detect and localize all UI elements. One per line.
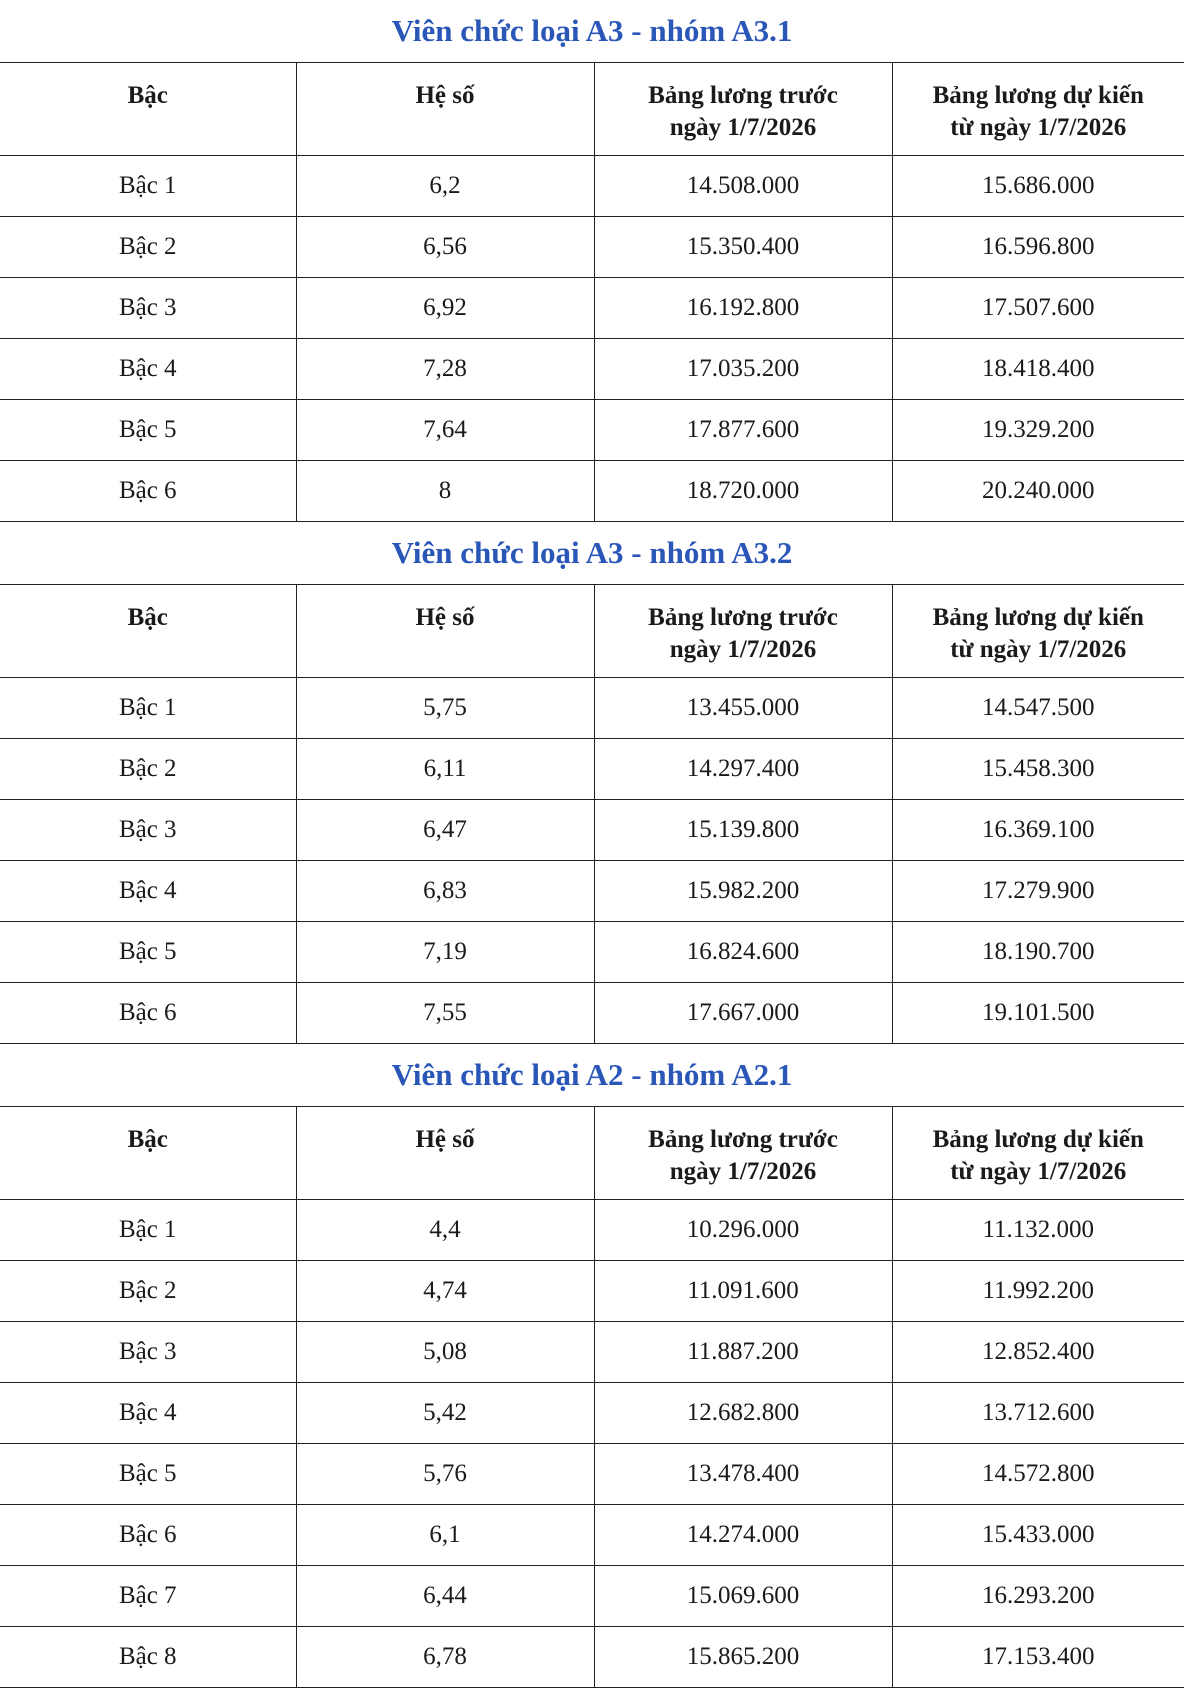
salary-after-cell: 18.190.700 bbox=[892, 922, 1184, 983]
salary-after-cell: 16.369.100 bbox=[892, 800, 1184, 861]
table-row bbox=[0, 217, 1184, 278]
salary-after-cell: 15.458.300 bbox=[892, 739, 1184, 800]
salary-table-a2-1 bbox=[0, 1106, 1184, 1688]
coefficient-cell: 6,2 bbox=[296, 156, 594, 217]
table-row bbox=[0, 1383, 1184, 1444]
table-row bbox=[0, 1627, 1184, 1688]
salary-after-cell: 11.992.200 bbox=[892, 1261, 1184, 1322]
salary-after-cell: 15.686.000 bbox=[892, 156, 1184, 217]
table-row bbox=[0, 278, 1184, 339]
salary-before-cell: 15.982.200 bbox=[594, 861, 892, 922]
table-row bbox=[0, 678, 1184, 739]
header-salary-before: Bảng lương trước ngày 1/7/2026 bbox=[594, 585, 892, 678]
coefficient-cell: 6,83 bbox=[296, 861, 594, 922]
salary-before-cell: 14.274.000 bbox=[594, 1505, 892, 1566]
coefficient-cell: 6,92 bbox=[296, 278, 594, 339]
level-cell: Bậc 1 bbox=[0, 1200, 296, 1261]
level-cell: Bậc 6 bbox=[0, 461, 296, 522]
salary-before-cell: 15.139.800 bbox=[594, 800, 892, 861]
table-row bbox=[0, 1322, 1184, 1383]
salary-after-cell: 12.852.400 bbox=[892, 1322, 1184, 1383]
level-cell: Bậc 2 bbox=[0, 1261, 296, 1322]
level-cell: Bậc 7 bbox=[0, 1566, 296, 1627]
coefficient-cell: 5,08 bbox=[296, 1322, 594, 1383]
table-row bbox=[0, 922, 1184, 983]
level-cell: Bậc 5 bbox=[0, 400, 296, 461]
salary-after-cell: 20.240.000 bbox=[892, 461, 1184, 522]
coefficient-cell: 7,55 bbox=[296, 983, 594, 1044]
header-coefficient: Hệ số bbox=[296, 63, 594, 156]
salary-before-cell: 14.508.000 bbox=[594, 156, 892, 217]
table-row bbox=[0, 400, 1184, 461]
salary-before-cell: 17.035.200 bbox=[594, 339, 892, 400]
level-cell: Bậc 1 bbox=[0, 156, 296, 217]
header-level: Bậc bbox=[0, 1107, 296, 1200]
table-row bbox=[0, 800, 1184, 861]
level-cell: Bậc 1 bbox=[0, 678, 296, 739]
salary-after-cell: 19.329.200 bbox=[892, 400, 1184, 461]
salary-after-cell: 15.433.000 bbox=[892, 1505, 1184, 1566]
salary-before-cell: 11.091.600 bbox=[594, 1261, 892, 1322]
coefficient-cell: 6,78 bbox=[296, 1627, 594, 1688]
salary-before-cell: 16.192.800 bbox=[594, 278, 892, 339]
coefficient-cell: 5,75 bbox=[296, 678, 594, 739]
salary-before-cell: 17.877.600 bbox=[594, 400, 892, 461]
table-row bbox=[0, 156, 1184, 217]
header-salary-before: Bảng lương trước ngày 1/7/2026 bbox=[594, 63, 892, 156]
section-title-a3-1: Viên chức loại A3 - nhóm A3.1 bbox=[391, 13, 793, 48]
salary-after-cell: 16.596.800 bbox=[892, 217, 1184, 278]
header-coefficient: Hệ số bbox=[296, 585, 594, 678]
table-row bbox=[0, 983, 1184, 1044]
salary-after-cell: 13.712.600 bbox=[892, 1383, 1184, 1444]
table-row bbox=[0, 1505, 1184, 1566]
level-cell: Bậc 4 bbox=[0, 861, 296, 922]
header-salary-after: Bảng lương dự kiến từ ngày 1/7/2026 bbox=[892, 585, 1184, 678]
salary-after-cell: 18.418.400 bbox=[892, 339, 1184, 400]
level-cell: Bậc 2 bbox=[0, 739, 296, 800]
level-cell: Bậc 6 bbox=[0, 1505, 296, 1566]
salary-before-cell: 12.682.800 bbox=[594, 1383, 892, 1444]
coefficient-cell: 7,19 bbox=[296, 922, 594, 983]
coefficient-cell: 8 bbox=[296, 461, 594, 522]
table-row bbox=[0, 461, 1184, 522]
salary-before-cell: 14.297.400 bbox=[594, 739, 892, 800]
salary-after-cell: 17.507.600 bbox=[892, 278, 1184, 339]
salary-before-cell: 15.069.600 bbox=[594, 1566, 892, 1627]
level-cell: Bậc 3 bbox=[0, 1322, 296, 1383]
salary-before-cell: 10.296.000 bbox=[594, 1200, 892, 1261]
section-title-a3-2: Viên chức loại A3 - nhóm A3.2 bbox=[391, 535, 793, 570]
coefficient-cell: 5,76 bbox=[296, 1444, 594, 1505]
header-salary-after: Bảng lương dự kiến từ ngày 1/7/2026 bbox=[892, 1107, 1184, 1200]
table-row bbox=[0, 1444, 1184, 1505]
level-cell: Bậc 3 bbox=[0, 278, 296, 339]
salary-table-a3-1 bbox=[0, 62, 1184, 522]
header-coefficient: Hệ số bbox=[296, 1107, 594, 1200]
salary-after-cell: 11.132.000 bbox=[892, 1200, 1184, 1261]
table-row bbox=[0, 861, 1184, 922]
salary-before-cell: 11.887.200 bbox=[594, 1322, 892, 1383]
salary-after-cell: 14.572.800 bbox=[892, 1444, 1184, 1505]
level-cell: Bậc 5 bbox=[0, 1444, 296, 1505]
table-row bbox=[0, 1200, 1184, 1261]
salary-before-cell: 13.478.400 bbox=[594, 1444, 892, 1505]
coefficient-cell: 5,42 bbox=[296, 1383, 594, 1444]
header-level: Bậc bbox=[0, 585, 296, 678]
table-header-row bbox=[0, 585, 1184, 678]
coefficient-cell: 6,47 bbox=[296, 800, 594, 861]
salary-before-cell: 16.824.600 bbox=[594, 922, 892, 983]
coefficient-cell: 6,56 bbox=[296, 217, 594, 278]
salary-table-a3-2 bbox=[0, 584, 1184, 1044]
salary-before-cell: 17.667.000 bbox=[594, 983, 892, 1044]
salary-before-cell: 18.720.000 bbox=[594, 461, 892, 522]
salary-after-cell: 17.279.900 bbox=[892, 861, 1184, 922]
coefficient-cell: 4,74 bbox=[296, 1261, 594, 1322]
level-cell: Bậc 5 bbox=[0, 922, 296, 983]
level-cell: Bậc 4 bbox=[0, 339, 296, 400]
salary-before-cell: 15.350.400 bbox=[594, 217, 892, 278]
coefficient-cell: 4,4 bbox=[296, 1200, 594, 1261]
table-header-row bbox=[0, 63, 1184, 156]
salary-before-cell: 15.865.200 bbox=[594, 1627, 892, 1688]
salary-after-cell: 17.153.400 bbox=[892, 1627, 1184, 1688]
table-row bbox=[0, 1566, 1184, 1627]
level-cell: Bậc 2 bbox=[0, 217, 296, 278]
table-row bbox=[0, 339, 1184, 400]
salary-after-cell: 14.547.500 bbox=[892, 678, 1184, 739]
table-row bbox=[0, 739, 1184, 800]
coefficient-cell: 7,64 bbox=[296, 400, 594, 461]
header-salary-after: Bảng lương dự kiến từ ngày 1/7/2026 bbox=[892, 63, 1184, 156]
salary-after-cell: 16.293.200 bbox=[892, 1566, 1184, 1627]
table-row bbox=[0, 1261, 1184, 1322]
table-header-row bbox=[0, 1107, 1184, 1200]
level-cell: Bậc 3 bbox=[0, 800, 296, 861]
section-title-a2-1: Viên chức loại A2 - nhóm A2.1 bbox=[391, 1057, 793, 1092]
coefficient-cell: 6,1 bbox=[296, 1505, 594, 1566]
level-cell: Bậc 4 bbox=[0, 1383, 296, 1444]
coefficient-cell: 6,44 bbox=[296, 1566, 594, 1627]
coefficient-cell: 7,28 bbox=[296, 339, 594, 400]
salary-after-cell: 19.101.500 bbox=[892, 983, 1184, 1044]
header-salary-before: Bảng lương trước ngày 1/7/2026 bbox=[594, 1107, 892, 1200]
salary-before-cell: 13.455.000 bbox=[594, 678, 892, 739]
coefficient-cell: 6,11 bbox=[296, 739, 594, 800]
level-cell: Bậc 6 bbox=[0, 983, 296, 1044]
level-cell: Bậc 8 bbox=[0, 1627, 296, 1688]
header-level: Bậc bbox=[0, 63, 296, 156]
